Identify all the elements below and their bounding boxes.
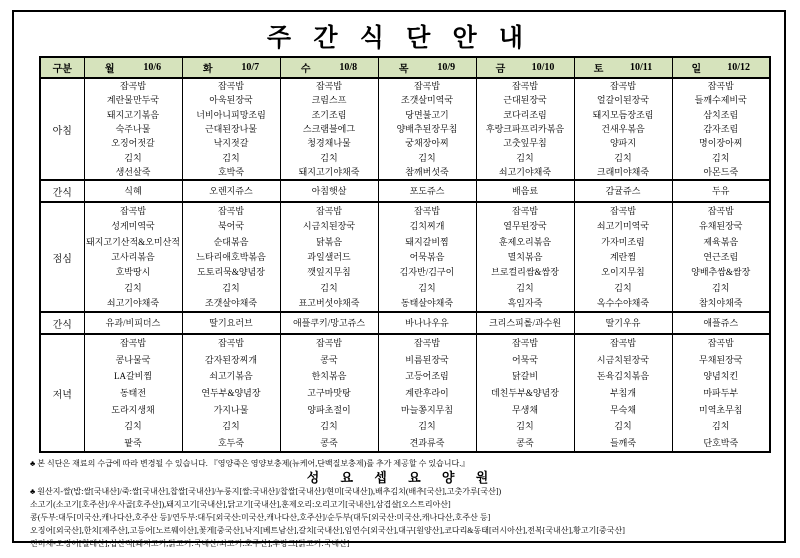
menu-item: 잡곡밥 <box>707 205 734 216</box>
menu-cell <box>182 334 280 452</box>
day-name: 일 <box>691 64 702 75</box>
menu-item: 순대볶음 <box>213 236 249 247</box>
snack-item: 감귤쥬스 <box>605 186 641 196</box>
menu-item: 김치 <box>222 421 240 432</box>
menu-item: 표고버섯야채죽 <box>298 298 360 309</box>
menu-sheet <box>12 10 786 548</box>
menu-item: 옥수수야채죽 <box>596 298 650 309</box>
menu-cell-items <box>673 79 770 179</box>
day-header <box>378 57 476 78</box>
menu-item: 김치 <box>418 282 436 293</box>
snack-row <box>40 312 770 334</box>
menu-item: 한치볶음 <box>311 371 347 382</box>
menu-item: 김치 <box>124 421 142 432</box>
menu-item: 쇠고기볶음 <box>209 371 253 382</box>
menu-cell-items <box>673 335 770 451</box>
menu-item: 견과류죽 <box>409 437 445 448</box>
menu-item: 양배추된장무침 <box>396 123 458 134</box>
menu-item: 느타리애호박볶음 <box>196 251 266 262</box>
snack-item: 애플쿠키/망고쥬스 <box>292 318 366 328</box>
day-header-content <box>281 60 378 75</box>
menu-item: 스크램블에그 <box>302 123 356 134</box>
menu-item: 쇠고기야채죽 <box>498 166 552 177</box>
menu-item: 잡곡밥 <box>217 205 245 216</box>
origin-line: 오징어[외국산],한치[제주산],고등어[노르웨이산],꽃게[중국산],낙지[베트남산],갈치[국내산],임연수[외국산],대구[원양산],코다리&동태[러시아산],전복[국내산],황고기[중국산] <box>30 526 625 535</box>
menu-cell <box>280 312 378 334</box>
menu-item: 고사리볶음 <box>111 251 155 262</box>
origin-line: 진미채-오징어[칠레산],섭산적[돼지고기,닭고기:국내산/쇠고기:호주산],후랑크[닭고기:국내산] <box>30 539 350 548</box>
menu-item: 콩죽 <box>320 437 338 448</box>
meal-row <box>40 202 770 312</box>
snack-item: 유과/비피더스 <box>105 318 161 328</box>
menu-item: 고등어조림 <box>405 371 449 382</box>
menu-item: 김치 <box>614 421 632 432</box>
origin-notes <box>30 485 774 550</box>
menu-item: 후랑크파프리카볶음 <box>485 123 565 134</box>
menu-cell <box>476 78 574 180</box>
day-header-content <box>183 60 280 75</box>
day-header <box>574 57 672 78</box>
menu-item: 김치 <box>222 152 240 163</box>
menu-item: 가지나물 <box>213 404 249 415</box>
menu-item: 숙주나물 <box>115 123 151 134</box>
menu-item: 어묵국 <box>511 354 539 365</box>
menu-item: 돼지갈비찜 <box>405 236 449 247</box>
menu-item: 근대된장국 <box>503 95 547 106</box>
menu-item: 도토리묵&양념장 <box>197 267 265 278</box>
menu-cell <box>84 180 182 202</box>
menu-item: 연근조림 <box>703 251 739 262</box>
menu-cell <box>672 202 770 312</box>
menu-item: 잡곡밥 <box>511 81 539 92</box>
day-name: 화 <box>202 64 213 75</box>
menu-item: 팥죽 <box>124 437 142 448</box>
menu-item: 단호박죽 <box>703 437 739 448</box>
menu-cell-items <box>477 335 574 451</box>
menu-item: 김치 <box>516 282 534 293</box>
menu-item: 멸치볶음 <box>507 251 543 262</box>
menu-item: 양파지 <box>609 138 637 149</box>
menu-item: 북어국 <box>217 221 245 232</box>
menu-item: 돼지고기산적&오미산적 <box>86 236 180 247</box>
menu-item: 오이지무침 <box>601 267 645 278</box>
snack-item: 배음료 <box>511 186 539 196</box>
menu-cell <box>84 202 182 312</box>
menu-cell-items <box>575 79 672 179</box>
menu-item: 김치 <box>124 152 142 163</box>
page-title: 주 간 식 단 안 내 <box>266 25 532 52</box>
menu-item: 양배추쌈&쌈장 <box>691 267 751 278</box>
menu-item: 제육볶음 <box>703 236 739 247</box>
menu-item: 잡곡밥 <box>609 81 637 92</box>
day-date: 10/12 <box>727 62 750 73</box>
row-label: 점심 <box>40 202 84 312</box>
menu-item: 훈제오리볶음 <box>498 236 552 247</box>
menu-item: 청경채나물 <box>307 138 351 149</box>
corner-cell: 구분 <box>40 57 84 78</box>
menu-item: 마파두부 <box>703 387 739 398</box>
menu-item: 얼갈이된장국 <box>596 95 650 106</box>
menu-item: 삼치조림 <box>703 109 739 120</box>
menu-item: 김치 <box>320 282 338 293</box>
menu-item: 김치 <box>418 421 436 432</box>
menu-cell-items <box>575 335 672 451</box>
snack-item: 포도쥬스 <box>409 186 445 196</box>
menu-item: 동태전 <box>119 387 147 398</box>
snack-item: 딸기요러브 <box>209 318 253 328</box>
snack-row <box>40 180 770 202</box>
day-name: 토 <box>593 64 604 75</box>
menu-cell-items <box>183 79 280 179</box>
menu-item: 돈육김치볶음 <box>596 371 650 382</box>
day-name: 목 <box>398 64 409 75</box>
menu-item: 잡곡밥 <box>511 338 539 349</box>
day-date: 10/6 <box>143 62 162 73</box>
menu-item: 낙지젓갈 <box>213 138 249 149</box>
menu-item: 들깨죽 <box>609 437 637 448</box>
menu-item: 김치 <box>516 421 534 432</box>
menu-item: 닭볶음 <box>315 236 343 247</box>
menu-item: 브로컬리쌈&쌈장 <box>491 267 559 278</box>
menu-item: 잡곡밥 <box>217 81 245 92</box>
menu-cell-items <box>477 79 574 179</box>
day-date: 10/9 <box>437 62 456 73</box>
day-header-content <box>379 60 476 75</box>
day-header <box>476 57 574 78</box>
menu-item: 잡곡밥 <box>707 81 734 92</box>
row-label: 저녁 <box>40 334 84 452</box>
menu-cell-items <box>379 79 476 179</box>
origin-line: ♣ 원산지-쌀(밥:쌀[국내산]/죽:쌀[국내산],찹쌀[국내산]/누룽지[쌀:국내산]/찹쌀[국내산]/현미[국내산]),배추김치(배추[국산],고춧가루[국산]) <box>30 487 502 496</box>
snack-item: 아침햇살 <box>311 186 347 196</box>
menu-item: 김치 <box>614 152 632 163</box>
menu-cell <box>84 78 182 180</box>
menu-item: 크림스프 <box>311 95 347 106</box>
menu-cell <box>574 312 672 334</box>
day-header <box>84 57 182 78</box>
menu-cell-items <box>477 203 574 311</box>
menu-cell-items <box>183 335 280 451</box>
menu-cell <box>672 180 770 202</box>
menu-item: 양념치킨 <box>703 371 739 382</box>
menu-item: 감자된장찌개 <box>204 354 258 365</box>
row-label: 간식 <box>40 312 84 334</box>
menu-item: 잡곡밥 <box>119 81 147 92</box>
menu-item: 김치 <box>418 152 436 163</box>
snack-item: 크리스피롤/과수원 <box>488 318 562 328</box>
meal-row <box>40 78 770 180</box>
menu-cell-items <box>379 335 476 451</box>
menu-item: 김치 <box>124 282 142 293</box>
menu-cell <box>574 180 672 202</box>
header-row <box>40 57 770 78</box>
menu-item: 당면불고기 <box>405 109 449 120</box>
menu-cell-items <box>85 335 182 451</box>
menu-item: 아몬드죽 <box>703 166 739 177</box>
day-date: 10/7 <box>241 62 260 73</box>
menu-cell-items <box>379 203 476 311</box>
menu-item: 잡곡밥 <box>413 338 441 349</box>
menu-item: 비름된장국 <box>405 354 449 365</box>
menu-item: 어묵볶음 <box>409 251 445 262</box>
menu-cell <box>378 202 476 312</box>
menu-item: 김치 <box>516 152 534 163</box>
menu-item: 아욱된장국 <box>209 95 253 106</box>
menu-item: 김치 <box>712 421 730 432</box>
menu-cell <box>182 78 280 180</box>
menu-item: 데친두부&양념장 <box>491 387 559 398</box>
menu-item: 근대된장나물 <box>204 123 258 134</box>
menu-item: 김치 <box>712 282 730 293</box>
facility-name: 성 요 셉 요 양 원 <box>306 470 498 485</box>
snack-item: 두유 <box>712 186 730 196</box>
meal-row <box>40 334 770 452</box>
menu-item: 도라지생채 <box>111 404 155 415</box>
menu-item: 코다리조림 <box>503 109 547 120</box>
day-date: 10/8 <box>339 62 358 73</box>
day-header <box>182 57 280 78</box>
snack-item: 식혜 <box>124 186 142 196</box>
menu-cell <box>672 334 770 452</box>
menu-item: 잡곡밥 <box>511 205 539 216</box>
menu-cell <box>672 312 770 334</box>
snack-item: 애플쥬스 <box>703 318 739 328</box>
menu-item: 돼지모듬장조림 <box>592 109 654 120</box>
menu-item: 호두죽 <box>217 437 245 448</box>
menu-item: 호박죽 <box>217 166 245 177</box>
menu-cell <box>84 334 182 452</box>
menu-item: 시금치된장국 <box>302 221 356 232</box>
menu-item: 궁채장아찌 <box>405 138 449 149</box>
menu-item: 잡곡밥 <box>119 338 147 349</box>
menu-item: 조갯살야채죽 <box>204 298 258 309</box>
day-name: 월 <box>104 64 115 75</box>
menu-item: 참깨버섯죽 <box>405 166 449 177</box>
menu-item: 돼지고기야채죽 <box>298 166 360 177</box>
menu-item: LA갈비찜 <box>113 371 153 382</box>
snack-item: 오렌지쥬스 <box>209 186 253 196</box>
menu-item: 가자미조림 <box>601 236 645 247</box>
origin-line: 콩(두부:대두[미국산,캐나다산,호주산 등]/연두부:대두[외국산:미국산,캐나다산,호주산]/순두부(대두[외국산:미국산,캐나다산,호주산 등] <box>30 513 491 522</box>
menu-item: 동태살야채죽 <box>400 298 454 309</box>
menu-item: 시금치된장국 <box>596 354 650 365</box>
day-name: 금 <box>495 64 506 75</box>
menu-item: 계란찜 <box>609 251 637 262</box>
menu-item: 부침개 <box>609 387 637 398</box>
menu-item: 미역초무침 <box>699 404 743 415</box>
menu-cell-items <box>673 203 770 311</box>
menu-item: 계란후라이 <box>405 387 449 398</box>
menu-cell <box>84 312 182 334</box>
menu-item: 양파초절이 <box>307 404 351 415</box>
menu-item: 김치 <box>222 282 240 293</box>
menu-item: 김치 <box>320 152 338 163</box>
origin-line: 소고기(소고기[호주산]/우사골[호주산]),돼지고기[국내산],닭고기[국내산],훈제오리:오리고기[국내산],삼겹살[오스트리아산] <box>30 500 451 509</box>
menu-item: 흑임자죽 <box>507 298 543 309</box>
menu-item: 성게미역국 <box>111 221 155 232</box>
menu-cell <box>476 202 574 312</box>
menu-item: 너비아니피망조림 <box>196 109 266 120</box>
menu-item: 무생채 <box>511 404 539 415</box>
menu-item: 조갯살미역국 <box>400 95 454 106</box>
menu-item: 콩죽 <box>516 437 534 448</box>
menu-item: 잡곡밥 <box>315 205 343 216</box>
menu-item: 연두부&양념장 <box>201 387 261 398</box>
menu-item: 돼지고기볶음 <box>106 109 160 120</box>
menu-cell <box>476 334 574 452</box>
menu-item: 쇠고기야채죽 <box>106 298 160 309</box>
menu-cell <box>574 202 672 312</box>
day-header-content <box>85 60 182 75</box>
menu-cell <box>378 334 476 452</box>
menu-cell <box>574 334 672 452</box>
menu-cell-items <box>85 203 182 311</box>
menu-item: 잡곡밥 <box>609 205 637 216</box>
menu-item: 마늘쫑지무침 <box>400 404 454 415</box>
menu-item: 오징어젓갈 <box>111 138 155 149</box>
menu-item: 잡곡밥 <box>119 205 147 216</box>
menu-item: 잡곡밥 <box>315 338 343 349</box>
menu-item: 생선살죽 <box>115 166 151 177</box>
menu-cell <box>280 180 378 202</box>
menu-item: 김치 <box>614 282 632 293</box>
menu-item: 깻잎지무침 <box>307 267 351 278</box>
weekly-menu-table <box>39 56 771 453</box>
menu-item: 콩나물국 <box>115 354 151 365</box>
menu-item: 호박땅시 <box>115 267 151 278</box>
menu-change-note: ♣ 본 식단은 재료의 수급에 따라 변경될 수 있습니다. 『영양죽은 영양보충제(뉴케어,단백질보충제)를 추가 제공할 수 있습니다.』 <box>30 459 470 468</box>
menu-cell <box>280 334 378 452</box>
day-header-content <box>673 60 770 75</box>
day-header <box>280 57 378 78</box>
table-header <box>40 57 770 78</box>
menu-cell-items <box>85 79 182 179</box>
menu-item: 잡곡밥 <box>707 338 734 349</box>
day-header <box>672 57 770 78</box>
menu-item: 잡곡밥 <box>413 205 441 216</box>
menu-item: 열무된장국 <box>503 221 547 232</box>
row-label: 아침 <box>40 78 84 180</box>
menu-item: 건새우볶음 <box>601 123 645 134</box>
menu-cell-items <box>575 203 672 311</box>
menu-cell <box>476 180 574 202</box>
snack-item: 딸기우유 <box>605 318 641 328</box>
menu-cell-items <box>281 203 378 311</box>
menu-cell-items <box>281 79 378 179</box>
menu-item: 잡곡밥 <box>609 338 637 349</box>
menu-item: 김자반/김구이 <box>399 267 455 278</box>
menu-cell <box>476 312 574 334</box>
menu-item: 닭갈비 <box>511 371 539 382</box>
menu-item: 쇠고기미역국 <box>596 221 650 232</box>
menu-item: 과일샐러드 <box>307 251 351 262</box>
menu-item: 콩국 <box>320 354 338 365</box>
day-header-content <box>575 60 672 75</box>
snack-item: 바나나우유 <box>405 318 449 328</box>
menu-item: 유채된장국 <box>699 221 743 232</box>
menu-item: 김치 <box>320 421 338 432</box>
menu-item: 명이장아찌 <box>699 138 743 149</box>
menu-item: 감자조림 <box>703 123 739 134</box>
day-date: 10/10 <box>531 62 555 73</box>
menu-cell-items <box>281 335 378 451</box>
row-label: 간식 <box>40 180 84 202</box>
menu-item: 조기조림 <box>311 109 347 120</box>
menu-item: 고춧잎무침 <box>503 138 547 149</box>
footer <box>30 457 774 550</box>
menu-cell <box>378 78 476 180</box>
table-body <box>40 78 770 452</box>
menu-cell-items <box>183 203 280 311</box>
menu-cell <box>378 312 476 334</box>
menu-item: 김치찌개 <box>409 221 445 232</box>
menu-item: 김치 <box>712 152 730 163</box>
menu-item: 크래미야채죽 <box>596 166 650 177</box>
day-date: 10/11 <box>629 62 653 73</box>
menu-cell <box>574 78 672 180</box>
day-header-content <box>477 60 574 75</box>
menu-item: 참치야채죽 <box>699 298 743 309</box>
menu-cell <box>182 202 280 312</box>
menu-cell <box>182 312 280 334</box>
menu-cell <box>280 78 378 180</box>
menu-item: 고구마맛탕 <box>307 387 351 398</box>
menu-cell <box>182 180 280 202</box>
menu-item: 잡곡밥 <box>217 338 245 349</box>
menu-cell <box>280 202 378 312</box>
menu-item: 무숙채 <box>609 404 637 415</box>
menu-item: 잡곡밥 <box>413 81 441 92</box>
menu-cell <box>672 78 770 180</box>
menu-cell <box>378 180 476 202</box>
menu-item: 잡곡밥 <box>315 81 343 92</box>
menu-item: 들깨수제비국 <box>694 95 747 106</box>
menu-item: 무채된장국 <box>699 354 743 365</box>
menu-item: 계란물만두국 <box>106 95 160 106</box>
day-name: 수 <box>300 64 311 75</box>
